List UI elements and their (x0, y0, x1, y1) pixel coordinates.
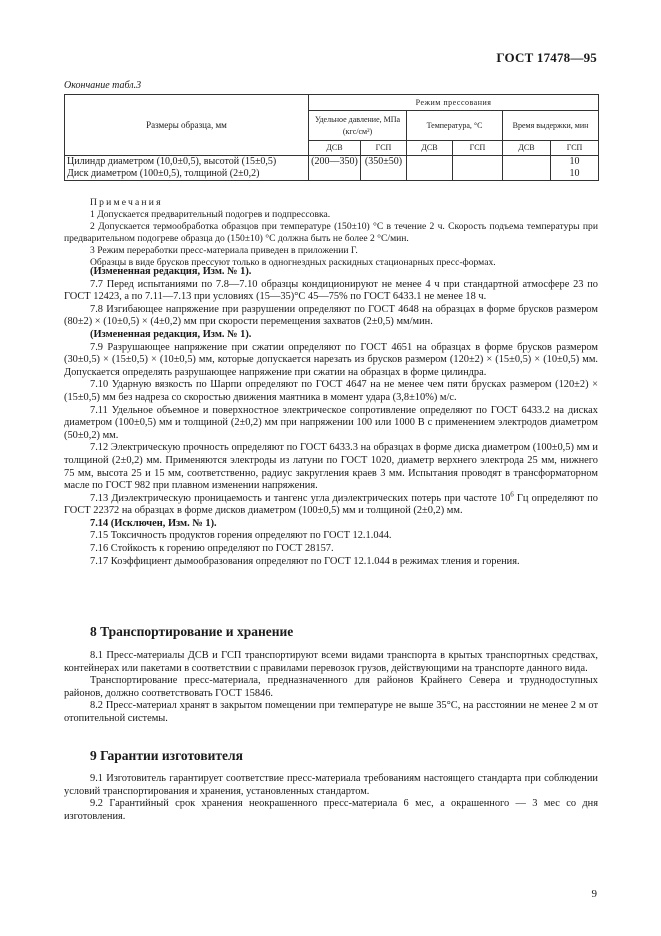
amendment-note: (Измененная редакция, Изм. № 1). (90, 328, 252, 340)
paragraph-7-13 (64, 490, 598, 518)
table-cell (407, 156, 453, 169)
subheader-cell: ГСП (361, 141, 407, 156)
section-9-title: 9 Гарантии изготовителя (90, 748, 243, 763)
section8-body (64, 650, 598, 726)
table-cell (309, 168, 361, 181)
col-header-pressure: Удельное давление, МПа (кгс/см²) (309, 111, 407, 141)
note-item: Образцы в виде брусков прессуют только в одногнездных раскидных стационарных пресс-формах. (90, 257, 496, 268)
subheader-cell: ДСВ (407, 141, 453, 156)
paragraph-7-7: 7.7 Перед испытаниями по 7.8—7.10 образцы кондиционируют не менее 4 ч при стандартной атмосфере 23 по ГОСТ 12423, а по 7.11—7.13 при условиях (15—35)°С 45—75% по ГОСТ 6433.1 не менее 18 ч. (64, 278, 598, 303)
notes-title: Примечания (90, 197, 163, 208)
table-caption: Окончание табл.3 (64, 80, 142, 91)
subheader-cell: ГСП (453, 141, 503, 156)
document-header: ГОСТ 17478—95 (496, 50, 597, 65)
section-8-title: 8 Транспортирование и хранение (90, 624, 294, 639)
col-header-size: Размеры образца, мм (65, 95, 309, 156)
paragraph-7-9: 7.9 Разрушающее напряжение при сжатии определяют по ГОСТ 4651 на образцах в форме брусков размером (30±0,5) × (15±0,5) × (10±0,5) мм, которые допускается нарезать из брусков размером (120±2) × (15±0,5) × (10±0,5) мм. Допускается определять разрушающее напряжение при сжатии на образцах в форме цилиндра. (64, 341, 598, 378)
paragraph-7-15: 7.15 Токсичность продуктов горения определяют по ГОСТ 12.1.044. (90, 530, 392, 542)
section7-body (64, 266, 598, 568)
col-header-temperature: Температура, °С (407, 111, 503, 141)
notes-block (64, 197, 598, 269)
col-header-time: Время выдержки, мин (503, 111, 599, 141)
pressing-mode-table (64, 94, 599, 181)
note-item: 2 Допускается термообработка образцов при температуре (150±10) °С в течение 2 ч. Скорость подъема температуры при предварительном подогреве образца до (150±10) °С должна быть не более 2 °С/мин. (64, 221, 598, 244)
paragraph-7-13-text-end: Гц определяют по ГОСТ 22372 на образцах в форме дисков диаметром (100±0,5) мм и толщиной (2±0,2) мм. (64, 492, 598, 517)
table-row (65, 168, 599, 181)
table-cell (453, 156, 503, 169)
note-item: 1 Допускается предварительный подогрев и подпрессовка. (90, 209, 331, 220)
paragraph-8-1b: Транспортирование пресс-материала, предназначенного для районов Крайнего Севера и труднодоступных районов, должно соответствовать ГОСТ 15846. (64, 675, 598, 699)
table-cell: 10 (551, 168, 599, 181)
table-cell: (350±50) (361, 156, 407, 169)
row-label: Цилиндр диаметром (10,0±0,5), высотой (15±0,5) (65, 156, 309, 169)
paragraph-8-2: 8.2 Пресс-материал хранят в закрытом помещении при температуре не выше 35°С, на расстоянии не менее 2 м от отопительной системы. (64, 700, 598, 724)
table-cell: (200—350) (309, 156, 361, 169)
exponent: 6 (510, 490, 514, 499)
paragraph-9-1: 9.1 Изготовитель гарантирует соответствие пресс-материала требованиям настоящего стандарта при соблюдении условий транспортирования и хранения, установленных стандартом. (64, 773, 598, 797)
paragraph-7-11: 7.11 Удельное объемное и поверхностное электрическое сопротивление определяют по ГОСТ 6433.2 на дисках диаметром (100±0,5) мм и толщиной (2±0,2) мм при напряжении 100 или 1000 В с применением электродов диаметром (50±0,2) мм. (64, 404, 598, 441)
note-item: 3 Режим переработки пресс-материала приведен в приложении Г. (90, 245, 358, 256)
amendment-note: (Измененная редакция, Изм. № 1). (90, 266, 252, 277)
subheader-cell: ГСП (551, 141, 599, 156)
paragraph-7-13-text: 7.13 Диэлектрическую проницаемость и тангенс угла диэлектрических потерь при частоте 10 (90, 492, 511, 504)
table-cell (407, 168, 453, 181)
col-header-mode: Режим прессования (309, 95, 599, 111)
table-row (65, 156, 599, 169)
table-cell (361, 168, 407, 181)
paragraph-7-17: 7.17 Коэффициент дымообразования определяют по ГОСТ 12.1.044 в режимах тления и горения. (90, 555, 520, 567)
paragraph-7-14: 7.14 (Исключен, Изм. № 1). (90, 517, 217, 529)
paragraph-7-10: 7.10 Ударную вязкость по Шарпи определяют по ГОСТ 4647 на не менее чем пяти брусках размером (120±2) × (15±0,5) мм без надреза со скоростью движения маятника в момент удара (3,8±10%) м/с. (64, 379, 598, 403)
paragraph-7-16: 7.16 Стойкость к горению определяют по ГОСТ 28157. (90, 543, 334, 555)
subheader-cell: ДСВ (309, 141, 361, 156)
page-number: 9 (591, 888, 597, 900)
section9-body (64, 773, 598, 823)
table-cell (503, 168, 551, 181)
paragraph-7-12: 7.12 Электрическую прочность определяют по ГОСТ 6433.3 на образцах в форме диска диаметром (100±0,5) мм и толщиной (2±0,2) мм. Применяются электроды из латуни по ГОСТ 1020, диаметр верхнего электрода 25 мм, нижнего 75 мм, высота 25 и 15 мм, соответственно, радиус закругления краев 3 мм. Испытания проводят в трансформаторном масле по ГОСТ 982 при плавном изменении напряжения. (64, 442, 598, 492)
table-cell: 10 (551, 156, 599, 169)
paragraph-7-8: 7.8 Изгибающее напряжение при разрушении определяют по ГОСТ 4648 на образцах в форме брусков размером (80±2) × (10±0,5) × (4±0,2) мм при скорости перемещения захватов (2±0,5) мм/мин. (64, 303, 598, 328)
paragraph-9-2: 9.2 Гарантийный срок хранения неокрашенного пресс-материала 6 мес, а окрашенного — 3 мес со дня изготовления. (64, 798, 598, 822)
paragraph-8-1: 8.1 Пресс-материалы ДСВ и ГСП транспортируют всеми видами транспорта в крытых транспортных средствах, контейнерах или пакетами в соответствии с правилами перевозок грузов, действующими на транспорте данного вида. (64, 650, 598, 674)
table-cell (453, 168, 503, 181)
subheader-cell: ДСВ (503, 141, 551, 156)
table-cell (503, 156, 551, 169)
row-label: Диск диаметром (100±0,5), толщиной (2±0,2) (65, 168, 309, 181)
